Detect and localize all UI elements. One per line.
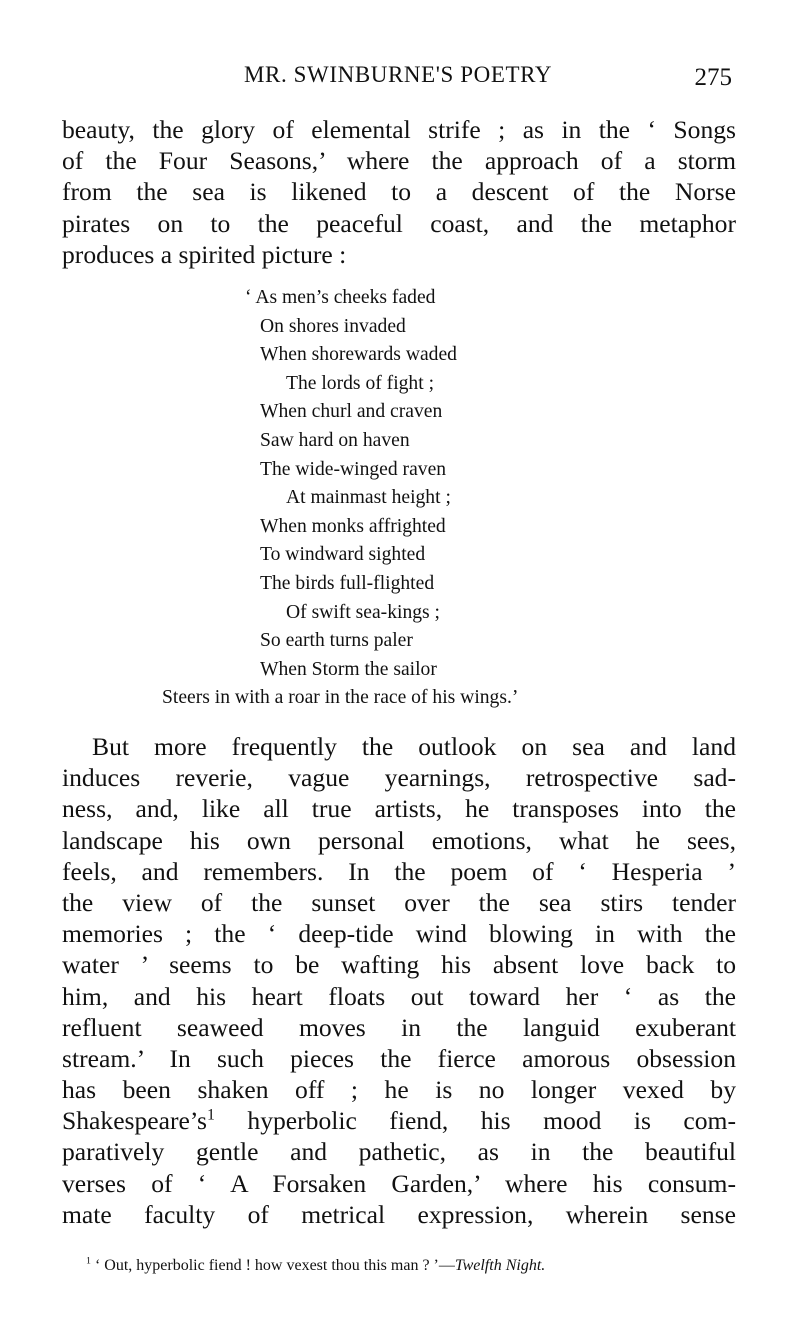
poem-line: The birds full-flighted [260,573,435,594]
poem-line: When churl and craven [260,401,443,423]
text-line: landscape his own personal emotions, what he sees, [62,825,736,855]
text-line: stream.’ In such pieces the fierce amorous obsession [62,1043,736,1073]
text-line: mate faculty of metrical expression, wherein sense [62,1199,736,1229]
text-line: has been shaken off ; he is no longer vexed by [62,1075,736,1105]
poem-line: The wide-winged raven [260,458,447,480]
text-fragment: Shakespeare’s [62,1106,207,1136]
running-head [62,58,734,92]
running-title: MR. SWINBURNE'S POETRY [243,62,553,87]
footnote [86,1254,756,1278]
poem-line: ‘ As men’s cheeks faded [245,287,436,308]
text-line: But more frequently the outlook on sea and land [92,732,736,761]
text-line: produces a spirited picture : [62,239,347,269]
page-number: 275 [694,64,732,91]
footnote-text: ‘ Out, hyperbolic fiend ! how vexest thou this man ? ’— [90,1257,455,1274]
poem-line: When monks affrighted [260,515,446,537]
poem-line: When shorewards waded [260,344,457,366]
text-line: pirates on to the peaceful coast, and the metaphor [62,208,736,238]
text-line: him, and his heart floats out toward her ‘ as the [62,981,736,1011]
text-line: the view of the sunset over the sea stirs tender [62,887,736,917]
text-fragment: hyperbolic fiend, his mood is com- [214,1106,736,1136]
poem-line: Of swift sea-kings ; [286,601,441,623]
paragraph-2 [62,731,736,1230]
text-line: of the Four Seasons,’ where the approach of a storm [62,146,736,176]
text-line: induces reverie, vague yearnings, retrospective sad- [62,763,736,793]
text-line: ness, and, like all true artists, he transposes into the [62,794,736,824]
poem-line: Steers in with a roar in the race of his wings.’ [162,687,519,709]
poem-line: So earth turns paler [260,630,413,652]
footnote-source: Twelfth Night. [454,1257,546,1274]
poem-line: When Storm the sailor [260,658,437,680]
poem-line: At mainmast height ; [286,487,451,509]
text-line: water ’ seems to be wafting his absent love back to [62,950,736,980]
poem-line: On shores invaded [260,315,406,337]
footnote-marker: 1 [86,1255,91,1267]
text-line-with-footnote-ref [62,1105,736,1136]
poem-line: To windward sighted [260,544,426,566]
text-line: feels, and remembers. In the poem of ‘ Hesperia ’ [62,856,736,886]
text-line: refluent seaweed moves in the languid exuberant [62,1012,736,1042]
poem-line: Saw hard on haven [260,430,410,451]
poem-line: The lords of fight ; [286,372,435,394]
footnote-reference: 1 [206,1106,215,1124]
text-line: beauty, the glory of elemental strife ; as in the ‘ Songs [62,115,736,144]
text-line: verses of ‘ A Forsaken Garden,’ where his consum- [62,1168,736,1198]
paragraph-1 [62,114,736,270]
text-line: from the sea is likened to a descent of the Norse [62,177,736,207]
text-line: memories ; the ‘ deep-tide wind blowing in with the [62,919,736,949]
text-line: paratively gentle and pathetic, as in the beautiful [62,1137,736,1167]
